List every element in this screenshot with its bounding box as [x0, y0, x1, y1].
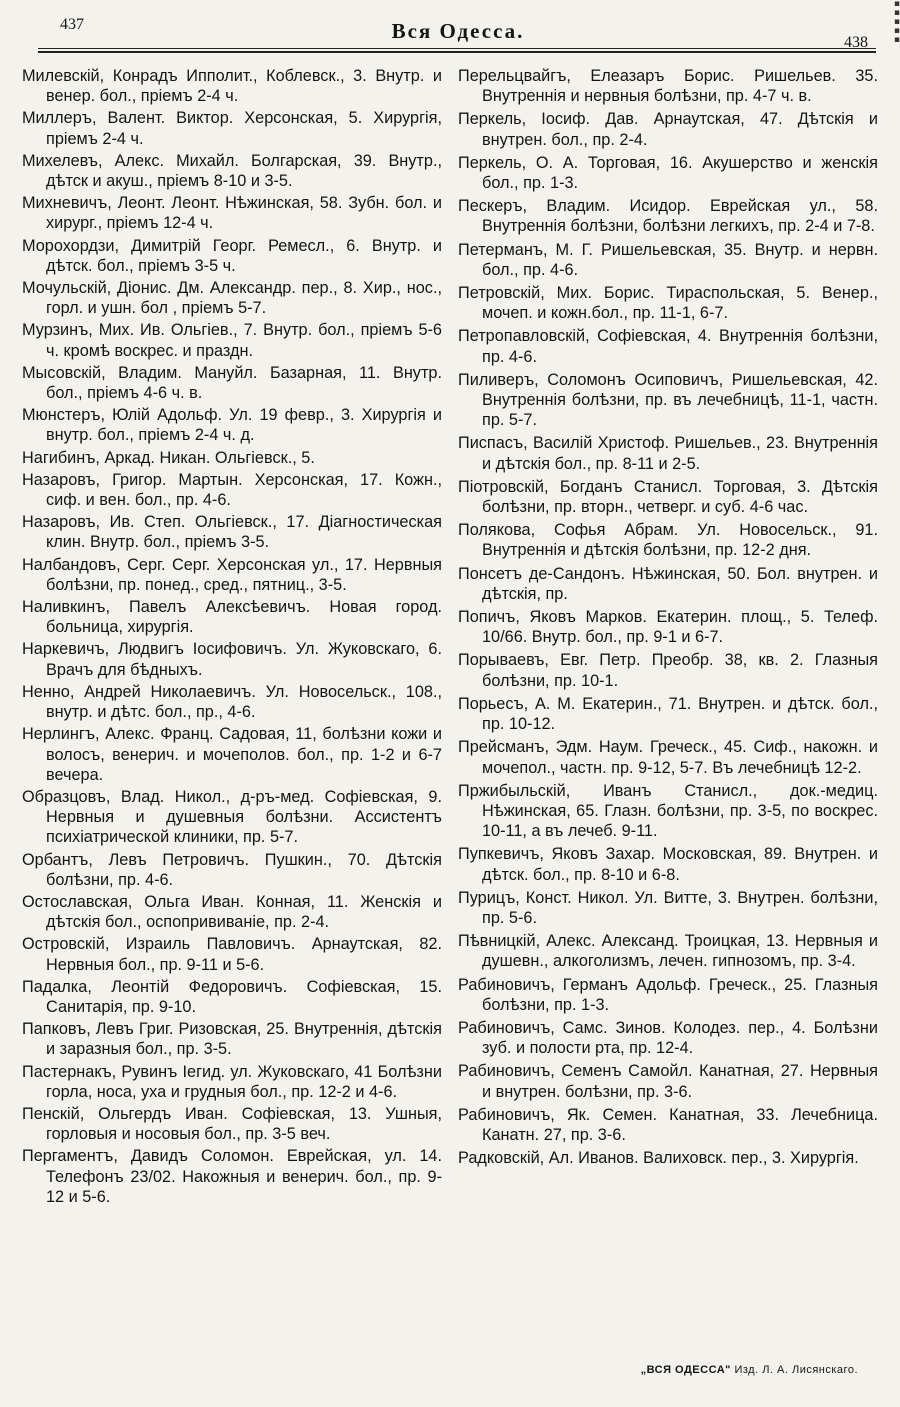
directory-entry: Нерлингъ, Алекс. Франц. Садовая, 11, болѣзни кожи и волосъ, венерич. и мочеполов. бол., пр. 1-2 и 6-7 вечера.	[22, 725, 442, 784]
directory-entry: Понсетъ де-Сандонъ. Нѣжинская, 50. Бол. внутрен. и дѣтскія, пр.	[458, 564, 878, 603]
directory-entry: Пупкевичъ, Яковъ Захар. Московская, 89. Внутрен. и дѣтск. бол., пр. 8-10 и 6-8.	[458, 845, 878, 884]
directory-entry: Пиливеръ, Соломонъ Осиповичъ, Ришельевская, 42. Внутреннія болѣзни, пр. въ лечебницѣ, 11-1, частн. пр. 5-7.	[458, 370, 878, 430]
footer-publisher: Изд. Л. А. Лисянскаго.	[734, 1364, 858, 1376]
header-rule	[38, 48, 876, 53]
directory-entry: Пенскій, Ольгердъ Иван. Софіевская, 13. Ушныя, горловыя и носовыя бол., пр. 3-5 веч.	[22, 1104, 442, 1144]
directory-entry: Нагибинъ, Аркад. Никан. Ольгіевск., 5.	[22, 448, 315, 467]
directory-entry: Папковъ, Левъ Григ. Ризовская, 25. Внутреннія, дѣтскія и заразныя бол., пр. 3-5.	[22, 1020, 442, 1059]
directory-entry: Ненно, Андрей Николаевичъ. Ул. Новосельск., 108., внутр. и дѣтс. бол., пр., 4-6.	[22, 682, 442, 722]
directory-entry: Пескеръ, Владим. Исидор. Еврейская ул., 58. Внутреннія болѣзни, болѣзни легкихъ, пр. 2-4 и 7-8.	[458, 197, 878, 236]
page-number-left: 437	[60, 16, 84, 33]
directory-entry: Пржибыльскій, Иванъ Станисл., док.-медиц. Нѣжинская, 65. Глазн. болѣзни, пр. 3-5, по воскрес. 10-11, а въ лечеб. 9-11.	[458, 781, 878, 841]
directory-entry: Островскій, Израиль Павловичъ. Арнаутская, 82. Нервныя бол., пр. 9-11 и 5-6.	[22, 935, 442, 974]
page-edge-marks: ▪ ▪ ▪ ▪ ▪	[893, 0, 900, 45]
right-column	[458, 66, 878, 1171]
directory-entry: Наркевичъ, Людвигъ Іосифовичъ. Ул. Жуковскаго, 6. Врачъ для бѣдныхъ.	[22, 640, 442, 679]
page-header	[38, 14, 878, 51]
directory-entry: Пѣвницкій, Алекс. Александ. Троицкая, 13. Нервныя и душевн., алкоголизмъ, лечен. гипнозомъ, пр. 3-4.	[458, 932, 878, 971]
directory-entry: Остославская, Ольга Иван. Конная, 11. Женскія и дѣтскія бол., оспопрививаніе, пр. 2-4.	[22, 892, 442, 932]
running-title: Вся Одесса.	[391, 19, 525, 43]
directory-entry: Падалка, Леонтій Федоровичъ. Софіевская, 15. Санитарія, пр. 9-10.	[22, 977, 442, 1016]
directory-entry: Пастернакъ, Рувинъ Іегид. ул. Жуковскаго, 41 Болѣзни горла, носа, уха и грудныя бол., пр. 12-2 и 4-6.	[22, 1062, 442, 1101]
directory-entry: Рабиновичъ, Германъ Адольф. Греческ., 25. Глазныя болѣзни, пр. 1-3.	[458, 975, 878, 1014]
directory-entry: Писпасъ, Василій Христоф. Ришельев., 23. Внутреннія и дѣтскія бол., пр. 8-11 и 2-5.	[458, 434, 878, 473]
left-column	[22, 66, 442, 1209]
directory-entry: Пергаментъ, Давидъ Соломон. Еврейская, ул. 14. Телефонъ 23/02. Накожныя и венерич. бол., пр. 9-12 и 5-6.	[22, 1147, 442, 1206]
directory-entry: Перельцвайгъ, Елеазаръ Борис. Ришельев. 35. Внутреннія и нервныя болѣзни, пр. 4-7 ч. в.	[458, 67, 878, 106]
directory-entry: Рабиновичъ, Семенъ Самойл. Канатная, 27. Нервныя и внутрен. болѣзни, пр. 3-6.	[458, 1062, 878, 1101]
directory-entry: Рабиновичъ, Самс. Зинов. Колодез. пер., 4. Болѣзни зуб. и полости рта, пр. 12-4.	[458, 1018, 878, 1058]
directory-entry: Образцовъ, Влад. Никол., д-ръ-мед. Софіевская, 9. Нервныя и душевныя болѣзни. Ассистентъ психіатрической клиники, пр. 5-7.	[22, 787, 442, 847]
directory-entry: Мурзинъ, Мих. Ив. Ольгіев., 7. Внутр. бол., пріемъ 5-6 ч. кромѣ воскрес. и праздн.	[22, 321, 442, 360]
directory-entry: Морохордзи, Димитрій Георг. Ремесл., 6. Внутр. и дѣтск. бол., пріемъ 3-5 ч.	[22, 236, 442, 275]
footer-imprint	[641, 1364, 858, 1376]
directory-entry: Михневичъ, Леонт. Леонт. Нѣжинская, 58. Зубн. бол. и хирург., пріемъ 12-4 ч.	[22, 194, 442, 233]
directory-entry: Перкель, Іосиф. Дав. Арнаутская, 47. Дѣтскія и внутрен. бол., пр. 2-4.	[458, 110, 878, 149]
directory-entry: Орбантъ, Левъ Петровичъ. Пушкин., 70. Дѣтскія болѣзни, пр. 4-6.	[22, 850, 442, 889]
directory-entry: Порьесъ, А. М. Екатерин., 71. Внутрен. и дѣтск. бол., пр. 10-12.	[458, 694, 878, 734]
directory-entry: Прейсманъ, Эдм. Наум. Греческ., 45. Сиф., накожн. и мочепол., частн. пр. 9-12, 5-7. Въ лечебницѣ 12-2.	[458, 738, 878, 777]
directory-entry: Мысовскій, Владим. Мануйл. Базарная, 11. Внутр. бол., пріемъ 4-6 ч. в.	[22, 363, 442, 403]
directory-entry: Петропавловскій, Софіевская, 4. Внутреннія болѣзни, пр. 4-6.	[458, 327, 878, 366]
directory-entry: Миллеръ, Валент. Виктор. Херсонская, 5. Хирургія, пріемъ 2-4 ч.	[22, 109, 442, 148]
page-number-right: 438	[844, 34, 868, 51]
directory-entry: Назаровъ, Ив. Степ. Ольгіевск., 17. Діагностическая клин. Внутр. бол., пріемъ 3-5.	[22, 513, 442, 552]
directory-entry: Пурицъ, Конст. Никол. Ул. Витте, 3. Внутрен. болѣзни, пр. 5-6.	[458, 888, 878, 927]
directory-entry: Мочульскій, Діонис. Дм. Александр. пер., 8. Хир., нос., горл. и ушн. бол , пріемъ 5-7.	[22, 279, 442, 318]
directory-entry: Назаровъ, Григор. Мартын. Херсонская, 17. Кожн., сиф. и вен. бол., пр. 4-6.	[22, 470, 442, 510]
directory-entry: Рабиновичъ, Як. Семен. Канатная, 33. Лечебница. Канатн. 27, пр. 3-6.	[458, 1105, 878, 1144]
footer-brand: „ВСЯ ОДЕССА"	[640, 1364, 731, 1376]
directory-entry: Перкель, О. А. Торговая, 16. Акушерство и женскія бол., пр. 1-3.	[458, 153, 878, 193]
directory-entry: Налбандовъ, Серг. Серг. Херсонская ул., 17. Нервныя болѣзни, пр. понед., сред., пятниц., 3-5.	[22, 555, 442, 594]
directory-entry: Мюнстеръ, Юлій Адольф. Ул. 19 февр., 3. Хирургія и внутр. бол., пріемъ 2-4 ч. д.	[22, 406, 442, 445]
directory-entry: Петерманъ, М. Г. Ришельевская, 35. Внутр. и нервн. бол., пр. 4-6.	[458, 240, 878, 279]
directory-entry: Радковскій, Ал. Иванов. Валиховск. пер., 3. Хирургія.	[458, 1149, 859, 1168]
directory-entry: Порываевъ, Евг. Петр. Преобр. 38, кв. 2. Глазныя болѣзни, пр. 10-1.	[458, 651, 878, 690]
directory-entry: Михелевъ, Алекс. Михайл. Болгарская, 39. Внутр., дѣтск и акуш., пріемъ 8-10 и 3-5.	[22, 151, 442, 191]
directory-entry: Милевскій, Конрадъ Ипполит., Коблевск., 3. Внутр. и венер. бол., пріемъ 2-4 ч.	[22, 67, 442, 106]
directory-entry: Піотровскій, Богданъ Станисл. Торговая, 3. Дѣтскія болѣзни, пр. вторн., четверг. и суб. 4-6 час.	[458, 477, 878, 517]
directory-entry: Полякова, Софья Абрам. Ул. Новосельск., 91. Внутреннія и дѣтскія болѣзни, пр. 12-2 дня.	[458, 521, 878, 560]
directory-entry: Петровскій, Мих. Борис. Тираспольская, 5. Венер., мочеп. и кожн.бол., пр. 11-1, 6-7.	[458, 284, 878, 323]
directory-entry: Попичъ, Яковъ Марков. Екатерин. площ., 5. Телеф. 10/66. Внутр. бол., пр. 9-1 и 6-7.	[458, 608, 878, 647]
directory-entry: Наливкинъ, Павелъ Алексѣевичъ. Новая город. больница, хирургія.	[22, 598, 442, 637]
